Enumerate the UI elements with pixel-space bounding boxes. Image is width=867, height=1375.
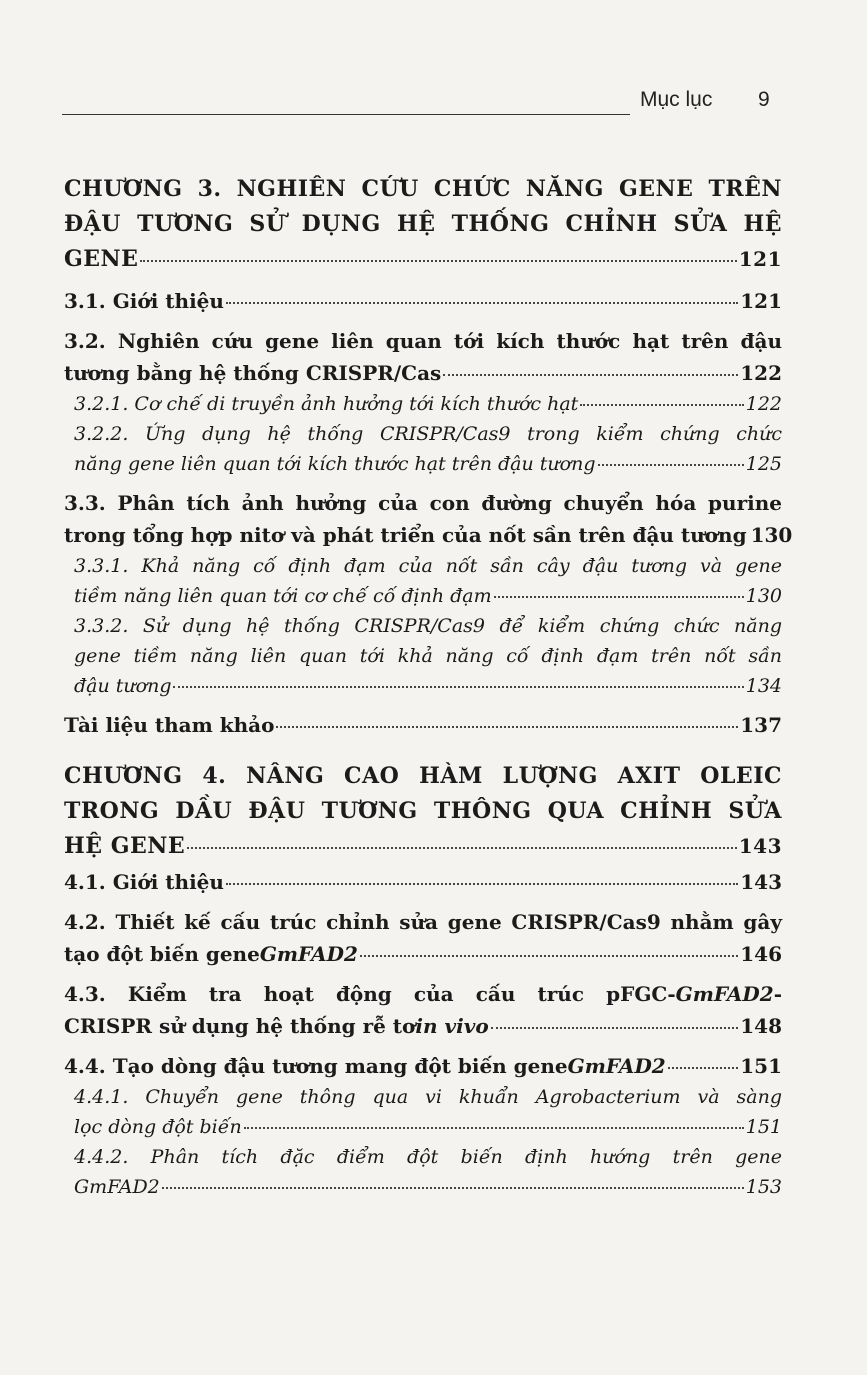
toc-text: 4.3. Kiểm tra hoạt động của cấu trúc pFGC-: [64, 982, 676, 1006]
leader-dots: [598, 464, 744, 466]
toc-section-3-3[interactable]: [64, 487, 793, 551]
page-header: [62, 86, 772, 118]
toc-text: ĐẬU TƯƠNG SỬ DỤNG HỆ THỐNG CHỈNH SỬA HỆ: [64, 211, 782, 237]
toc-text: 3.3.2. Sử dụng hệ thống CRISPR/Cas9 để kiểm chứng chức năng: [74, 615, 782, 637]
toc-text: 4.4. Tạo dòng đậu tương mang đột biến gene: [64, 1054, 568, 1078]
toc-text: TRONG DẦU ĐẬU TƯƠNG THÔNG QUA CHỈNH SỬA: [64, 798, 782, 824]
toc-subsection-3-3-1[interactable]: [64, 551, 782, 611]
toc-subsection-3-3-2[interactable]: [64, 611, 782, 701]
toc-section-4-4[interactable]: [64, 1050, 782, 1082]
toc-page-number: 125: [745, 453, 782, 475]
toc-section-4-1[interactable]: [64, 866, 782, 898]
header-title: Mục lục: [640, 88, 713, 111]
toc-text: 3.2.1. Cơ chế di truyền ảnh hưởng tới kích thước hạt: [74, 393, 579, 415]
toc-page-number: 122: [745, 393, 782, 415]
toc-text: GmFAD2: [74, 1176, 160, 1198]
toc-text: Tài liệu tham khảo: [64, 713, 275, 737]
toc-text: -: [773, 982, 782, 1006]
toc-section-4-3[interactable]: [64, 978, 782, 1042]
toc-text: GENE: [64, 246, 139, 272]
toc-text: HỆ GENE: [64, 833, 186, 859]
toc-text: CHƯƠNG 4. NÂNG CAO HÀM LƯỢNG AXIT OLEIC: [64, 763, 782, 789]
leader-dots: [244, 1127, 744, 1129]
toc-text: tương bằng hệ thống CRISPR/Cas: [64, 361, 442, 385]
toc-text: trong tổng hợp nitơ và phát triển của nốt sần trên đậu tương: [64, 523, 747, 547]
toc-text: 3.3.1. Khả năng cố định đạm của nốt sần cây đậu tương và gene: [74, 555, 782, 577]
toc-subsection-4-4-2[interactable]: [64, 1142, 782, 1202]
leader-dots: [226, 883, 738, 885]
leader-dots: [491, 1027, 739, 1029]
leader-dots: [226, 302, 738, 304]
leader-dots: [140, 260, 736, 262]
toc-text-italic: GmFAD2: [259, 942, 358, 966]
toc-text: 3.3. Phân tích ảnh hưởng của con đường chuyển hóa purine: [64, 491, 782, 515]
toc-text: 3.2.2. Ứng dụng hệ thống CRISPR/Cas9 trong kiểm chứng chức: [74, 423, 782, 445]
table-of-contents: [64, 172, 793, 1202]
toc-chapter-3[interactable]: [64, 172, 782, 277]
toc-subsection-3-2-1[interactable]: [64, 389, 782, 419]
toc-subsection-3-2-2[interactable]: [64, 419, 782, 479]
leader-dots: [494, 596, 744, 598]
leader-dots: [276, 726, 738, 728]
leader-dots: [668, 1067, 739, 1069]
leader-dots: [162, 1187, 744, 1189]
leader-dots: [187, 847, 737, 849]
toc-text: lọc dòng đột biến: [74, 1116, 242, 1138]
toc-page-number: 130: [750, 523, 793, 547]
page-number: 9: [758, 88, 770, 111]
toc-text-italic: GmFAD2: [675, 982, 774, 1006]
toc-text-italic: in vivo: [415, 1014, 489, 1038]
toc-page-number: 151: [740, 1054, 782, 1078]
toc-page-number: 137: [740, 713, 782, 737]
toc-text: 4.1. Giới thiệu: [64, 870, 224, 894]
toc-page-number: 134: [745, 675, 782, 697]
toc-text-italic: GmFAD2: [567, 1054, 666, 1078]
leader-dots: [360, 955, 738, 957]
toc-page-number: 146: [740, 942, 782, 966]
toc-section-4-2[interactable]: [64, 906, 782, 970]
toc-text: 4.2. Thiết kế cấu trúc chỉnh sửa gene CRISPR/Cas9 nhằm gây: [64, 910, 782, 934]
toc-text: đậu tương: [74, 675, 172, 697]
toc-section-3-1[interactable]: [64, 285, 782, 317]
toc-text: tạo đột biến gene: [64, 942, 260, 966]
toc-text: 3.2. Nghiên cứu gene liên quan tới kích thước hạt trên đậu: [64, 329, 782, 353]
toc-references-ch3[interactable]: [64, 709, 782, 741]
toc-subsection-4-4-1[interactable]: [64, 1082, 782, 1142]
toc-text: năng gene liên quan tới kích thước hạt trên đậu tương: [74, 453, 596, 475]
toc-page-number: 148: [740, 1014, 782, 1038]
toc-text: CRISPR sử dụng hệ thống rễ tơ: [64, 1014, 416, 1038]
toc-text: gene tiềm năng liên quan tới khả năng cố định đạm trên nốt sần: [74, 645, 782, 667]
toc-chapter-4[interactable]: [64, 759, 782, 864]
toc-text: CHƯƠNG 3. NGHIÊN CỨU CHỨC NĂNG GENE TRÊN: [64, 176, 782, 202]
toc-page-number: 151: [745, 1116, 782, 1138]
header-rule: [62, 114, 630, 115]
leader-dots: [173, 686, 743, 688]
toc-text: 3.1. Giới thiệu: [64, 289, 224, 313]
toc-page-number: 121: [738, 247, 782, 271]
toc-page-number: 143: [738, 834, 782, 858]
toc-text: tiềm năng liên quan tới cơ chế cố định đạm: [74, 585, 492, 607]
toc-page-number: 130: [745, 585, 782, 607]
toc-page-number: 153: [745, 1176, 782, 1198]
toc-text: 4.4.1. Chuyển gene thông qua vi khuẩn Agrobacterium và sàng: [74, 1086, 782, 1108]
toc-page-number: 121: [740, 289, 782, 313]
toc-page-number: 122: [740, 361, 782, 385]
leader-dots: [580, 404, 743, 406]
toc-page-number: 143: [740, 870, 782, 894]
toc-section-3-2[interactable]: [64, 325, 782, 389]
leader-dots: [443, 374, 738, 376]
toc-text: 4.4.2. Phân tích đặc điểm đột biến định hướng trên gene: [74, 1146, 782, 1168]
